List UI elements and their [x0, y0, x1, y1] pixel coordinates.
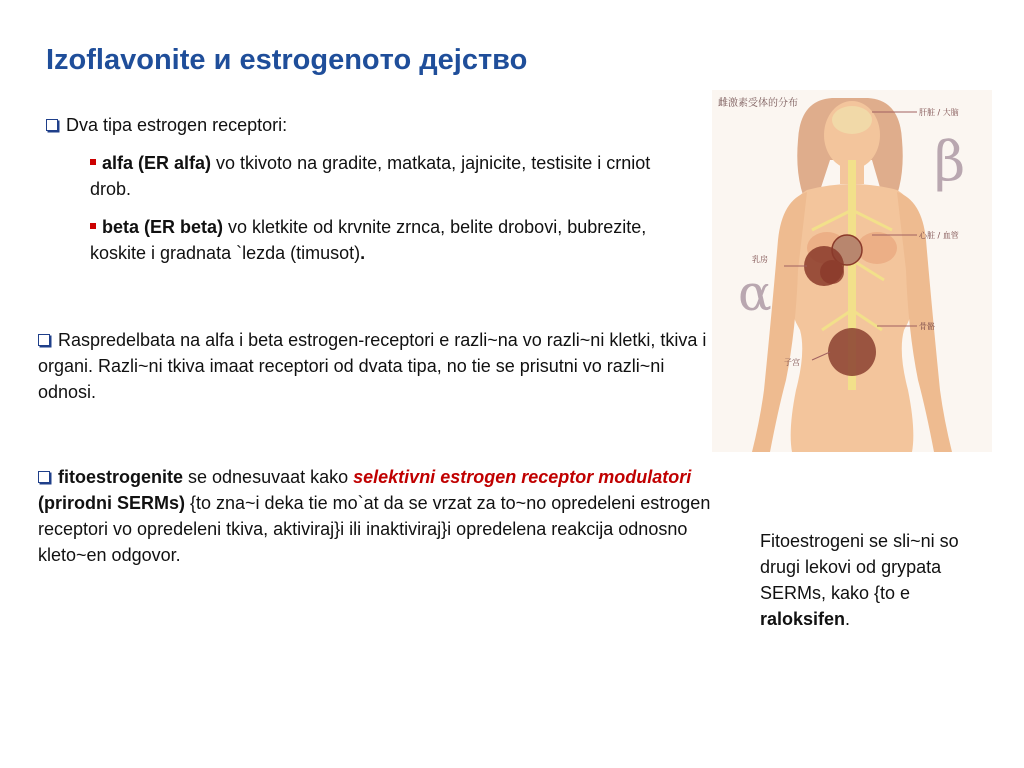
- receptor-types-intro: Dva tipa estrogen receptori:: [66, 115, 288, 135]
- figure-header-text: 雌激素受体的分布: [718, 98, 798, 109]
- alpha-symbol: α: [738, 264, 772, 322]
- slide-title: Izoflavonite и estrogenoто дејство: [46, 44, 528, 76]
- serms-caption: [760, 528, 980, 632]
- distribution-text: Raspredelbata na alfa i beta estrogen-receptori e razli~na vo razli~ni kletki, tkiva i organi. Razli~ni tkiva imaat receptori od dvata tipa, no tie se prisutni vo razli~ni odnosi.: [38, 330, 707, 402]
- beta-end: .: [360, 243, 366, 263]
- caption-drug-name: raloksifen: [760, 609, 846, 629]
- square-bullet-icon: [90, 223, 96, 229]
- distribution-paragraph: [38, 327, 718, 405]
- beta-text: vo kletkite od krvnite zrnca, belite drobovi, bubrezite, koskite i gradnata `lezda (timusot): [90, 217, 647, 263]
- alfa-item: [90, 150, 686, 202]
- receptor-types-heading: [46, 112, 686, 138]
- checkbox-bullet-icon: [38, 334, 50, 346]
- beta-item: [90, 214, 686, 266]
- beta-symbol: β: [934, 130, 966, 193]
- callout-label: 子宫: [784, 358, 800, 367]
- beta-label: beta (ER beta): [102, 217, 224, 237]
- receptor-types-block: [46, 112, 686, 266]
- callout-label: 心脏 / 血管: [919, 231, 959, 240]
- callout-label: 肝脏 / 大脑: [919, 108, 959, 117]
- caption-text: Fitoestrogeni se sli~ni so drugi lekovi od grypata SERMs, kako {to e: [760, 531, 959, 603]
- alfa-text: vo tkivoto na gradite, matkata, jajnicite, testisite i crniot drob.: [90, 153, 651, 199]
- serm-italic-term: selektivni estrogen receptor modulatori: [353, 467, 692, 487]
- body-illustration: [712, 90, 992, 452]
- phytoestrogen-paragraph: [38, 464, 722, 568]
- callout-label: 骨骼: [919, 322, 935, 331]
- checkbox-bullet-icon: [46, 119, 58, 131]
- phytoestrogen-text-1: se odnesuvaat kako: [183, 467, 354, 487]
- caption-end: .: [845, 609, 851, 629]
- phytoestrogen-term: fitoestrogenite: [58, 467, 184, 487]
- square-bullet-icon: [90, 159, 96, 165]
- serm-bold-term: (prirodni SERMs): [38, 493, 185, 513]
- callout-label: 乳房: [752, 255, 768, 264]
- body-receptor-figure: [712, 90, 992, 452]
- phytoestrogen-text-2: {to zna~i deka tie mo`at da se vrzat za to~no opredeleni estrogen receptori vo opredeleni tkiva, aktiviraj}i ili inaktiviraj}i opredelena reakcija odnosno kleto~en odgovor.: [38, 493, 711, 565]
- alfa-label: alfa (ER alfa): [102, 153, 212, 173]
- checkbox-bullet-icon: [38, 471, 50, 483]
